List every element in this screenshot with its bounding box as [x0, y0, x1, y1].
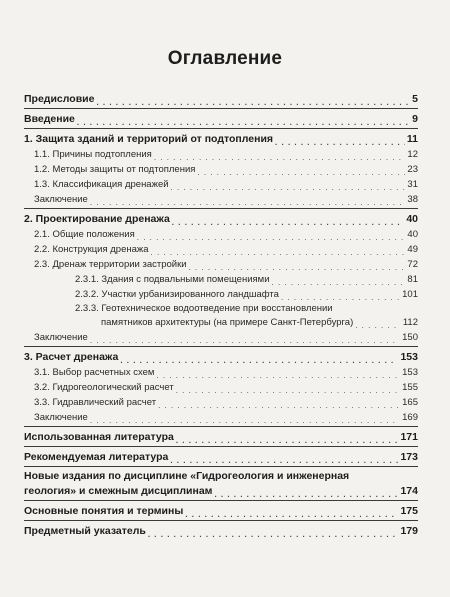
toc-leader-dots: [170, 455, 398, 466]
toc-entry-label: 3.3. Гидравлический расчет: [34, 397, 157, 408]
toc-leader-dots: [158, 401, 400, 411]
toc-leader-dots: [176, 386, 400, 396]
toc-entry-section[interactable]: [24, 192, 418, 207]
toc-entry-label-line2: геология» и смежным дисциплинам: [24, 485, 213, 497]
toc-page-number: 112: [402, 317, 418, 328]
toc-entry-subsection[interactable]: [24, 272, 418, 287]
toc-page-number: 155: [402, 382, 418, 393]
toc-page-number: 12: [407, 149, 418, 160]
toc-page-number: 173: [400, 451, 418, 463]
toc-page-number: 175: [400, 505, 418, 517]
toc-entry-section[interactable]: [24, 257, 418, 272]
toc-leader-dots: [185, 509, 398, 520]
toc-entry-chapter-3[interactable]: [24, 349, 418, 365]
toc-entry-section[interactable]: [24, 242, 418, 257]
toc-divider: [24, 466, 418, 467]
toc-entry-references-used[interactable]: [24, 429, 418, 445]
toc-entry-section[interactable]: [24, 330, 418, 345]
toc-divider: [24, 446, 418, 447]
toc-entry-label: 2.3.2. Участки урбанизированного ландшафта: [75, 289, 279, 300]
toc-leader-dots: [137, 233, 406, 243]
toc-entry-label: 2.2. Конструкция дренажа: [34, 244, 149, 255]
toc-entry-subsection[interactable]: [24, 287, 418, 302]
toc-leader-dots: [156, 371, 400, 381]
toc-entry-subject-index[interactable]: [24, 523, 418, 539]
toc-entry-label-line1: Новые издания по дисциплине «Гидрогеология и инженерная: [24, 470, 350, 482]
toc-page-number: 40: [406, 213, 418, 225]
toc-leader-dots: [90, 416, 400, 426]
toc-leader-dots: [214, 489, 398, 500]
toc-leader-dots: [148, 529, 399, 540]
toc-entry-section[interactable]: [24, 227, 418, 242]
toc-entry-section[interactable]: [24, 177, 418, 192]
toc-page-number: 5: [412, 93, 418, 105]
toc-leader-dots: [275, 137, 405, 148]
toc-page-number: 169: [402, 412, 418, 423]
toc-entry-label-line2: памятников архитектуры (на примере Санкт-Петербурга): [101, 317, 354, 328]
toc-entry-label: Заключение: [34, 412, 88, 423]
page-title: Оглавление: [167, 48, 283, 69]
toc-entry-label: 1.2. Методы защиты от подтопления: [34, 164, 196, 175]
toc-entry-subsection[interactable]: [24, 302, 418, 330]
toc-entry-label: 1.3. Классификация дренажей: [34, 179, 169, 190]
toc-entry-label: 3. Расчет дренажа: [24, 351, 119, 363]
toc-entry-section[interactable]: [24, 395, 418, 410]
toc-entry-introduction[interactable]: [24, 111, 418, 127]
toc-entry-section[interactable]: [24, 147, 418, 162]
toc-leader-dots: [355, 321, 401, 331]
toc-page-number: 174: [400, 485, 418, 497]
toc-divider: [24, 108, 418, 109]
toc-entry-label: Основные понятия и термины: [24, 505, 184, 517]
toc-entry-preface[interactable]: [24, 91, 418, 107]
toc-leader-dots: [151, 248, 406, 258]
toc-entry-label: Предисловие: [24, 93, 95, 105]
toc-entry-basic-terms[interactable]: [24, 503, 418, 519]
toc-page-number: 40: [407, 229, 418, 240]
toc-page-number: 153: [400, 351, 418, 363]
toc-page-number: 31: [407, 179, 418, 190]
toc-entry-label: 1. Защита зданий и территорий от подтопления: [24, 133, 274, 145]
toc-leader-dots: [120, 355, 398, 366]
toc-leader-dots: [96, 97, 410, 108]
toc-leader-dots: [172, 217, 405, 228]
toc-entry-label: Предметный указатель: [24, 525, 146, 537]
toc-entry-section[interactable]: [24, 162, 418, 177]
toc-leader-dots: [189, 263, 406, 273]
toc-leader-dots: [176, 435, 399, 446]
toc-leader-dots: [197, 168, 405, 178]
toc-page-number: 23: [407, 164, 418, 175]
toc-entry-section[interactable]: [24, 365, 418, 380]
toc-leader-dots: [272, 278, 406, 288]
toc-entry-new-editions[interactable]: [24, 469, 418, 499]
toc-leader-dots: [77, 117, 410, 128]
toc-divider: [24, 346, 418, 347]
toc-page-number: 101: [402, 289, 418, 300]
toc-entry-label: 3.2. Гидрогеологический расчет: [34, 382, 174, 393]
toc-page-number: 9: [412, 113, 418, 125]
toc-leader-dots: [154, 153, 406, 163]
toc-entry-label: 3.1. Выбор расчетных схем: [34, 367, 155, 378]
toc-entry-section[interactable]: [24, 380, 418, 395]
toc-page-number: 171: [400, 431, 418, 443]
toc-entry-chapter-2[interactable]: [24, 211, 418, 227]
toc-divider: [24, 426, 418, 427]
toc-divider: [24, 520, 418, 521]
toc-leader-dots: [171, 183, 406, 193]
toc-entry-label: 2.3. Дренаж территории застройки: [34, 259, 187, 270]
toc-entry-label: Заключение: [34, 194, 88, 205]
toc-entry-label-line1: 2.3.3. Геотехническое водоотведение при восстановлении: [75, 303, 333, 314]
table-of-contents: [24, 91, 418, 539]
toc-entry-section[interactable]: [24, 410, 418, 425]
toc-page-number: 49: [407, 244, 418, 255]
toc-leader-dots: [90, 198, 406, 208]
toc-page-number: 38: [407, 194, 418, 205]
toc-divider: [24, 208, 418, 209]
toc-entry-label: Рекомендуемая литература: [24, 451, 169, 463]
toc-page-number: 165: [402, 397, 418, 408]
toc-divider: [24, 500, 418, 501]
toc-entry-recommended-reading[interactable]: [24, 449, 418, 465]
toc-page-number: 153: [402, 367, 418, 378]
toc-divider: [24, 128, 418, 129]
toc-entry-label: 2.3.1. Здания с подвальными помещениями: [75, 274, 270, 285]
toc-entry-label: Использованная литература: [24, 431, 174, 443]
toc-entry-label: Введение: [24, 113, 75, 125]
toc-page-number: 81: [407, 274, 418, 285]
toc-page-number: 72: [407, 259, 418, 270]
toc-entry-chapter-1[interactable]: [24, 131, 418, 147]
toc-entry-label: Заключение: [34, 332, 88, 343]
toc-leader-dots: [90, 336, 400, 346]
toc-entry-label: 2. Проектирование дренажа: [24, 213, 170, 225]
toc-leader-dots: [281, 293, 400, 303]
toc-page-number: 179: [400, 525, 418, 537]
toc-entry-label: 1.1. Причины подтопления: [34, 149, 152, 160]
toc-page-number: 11: [406, 133, 418, 145]
toc-entry-label: 2.1. Общие положения: [34, 229, 135, 240]
toc-page-number: 150: [402, 332, 418, 343]
